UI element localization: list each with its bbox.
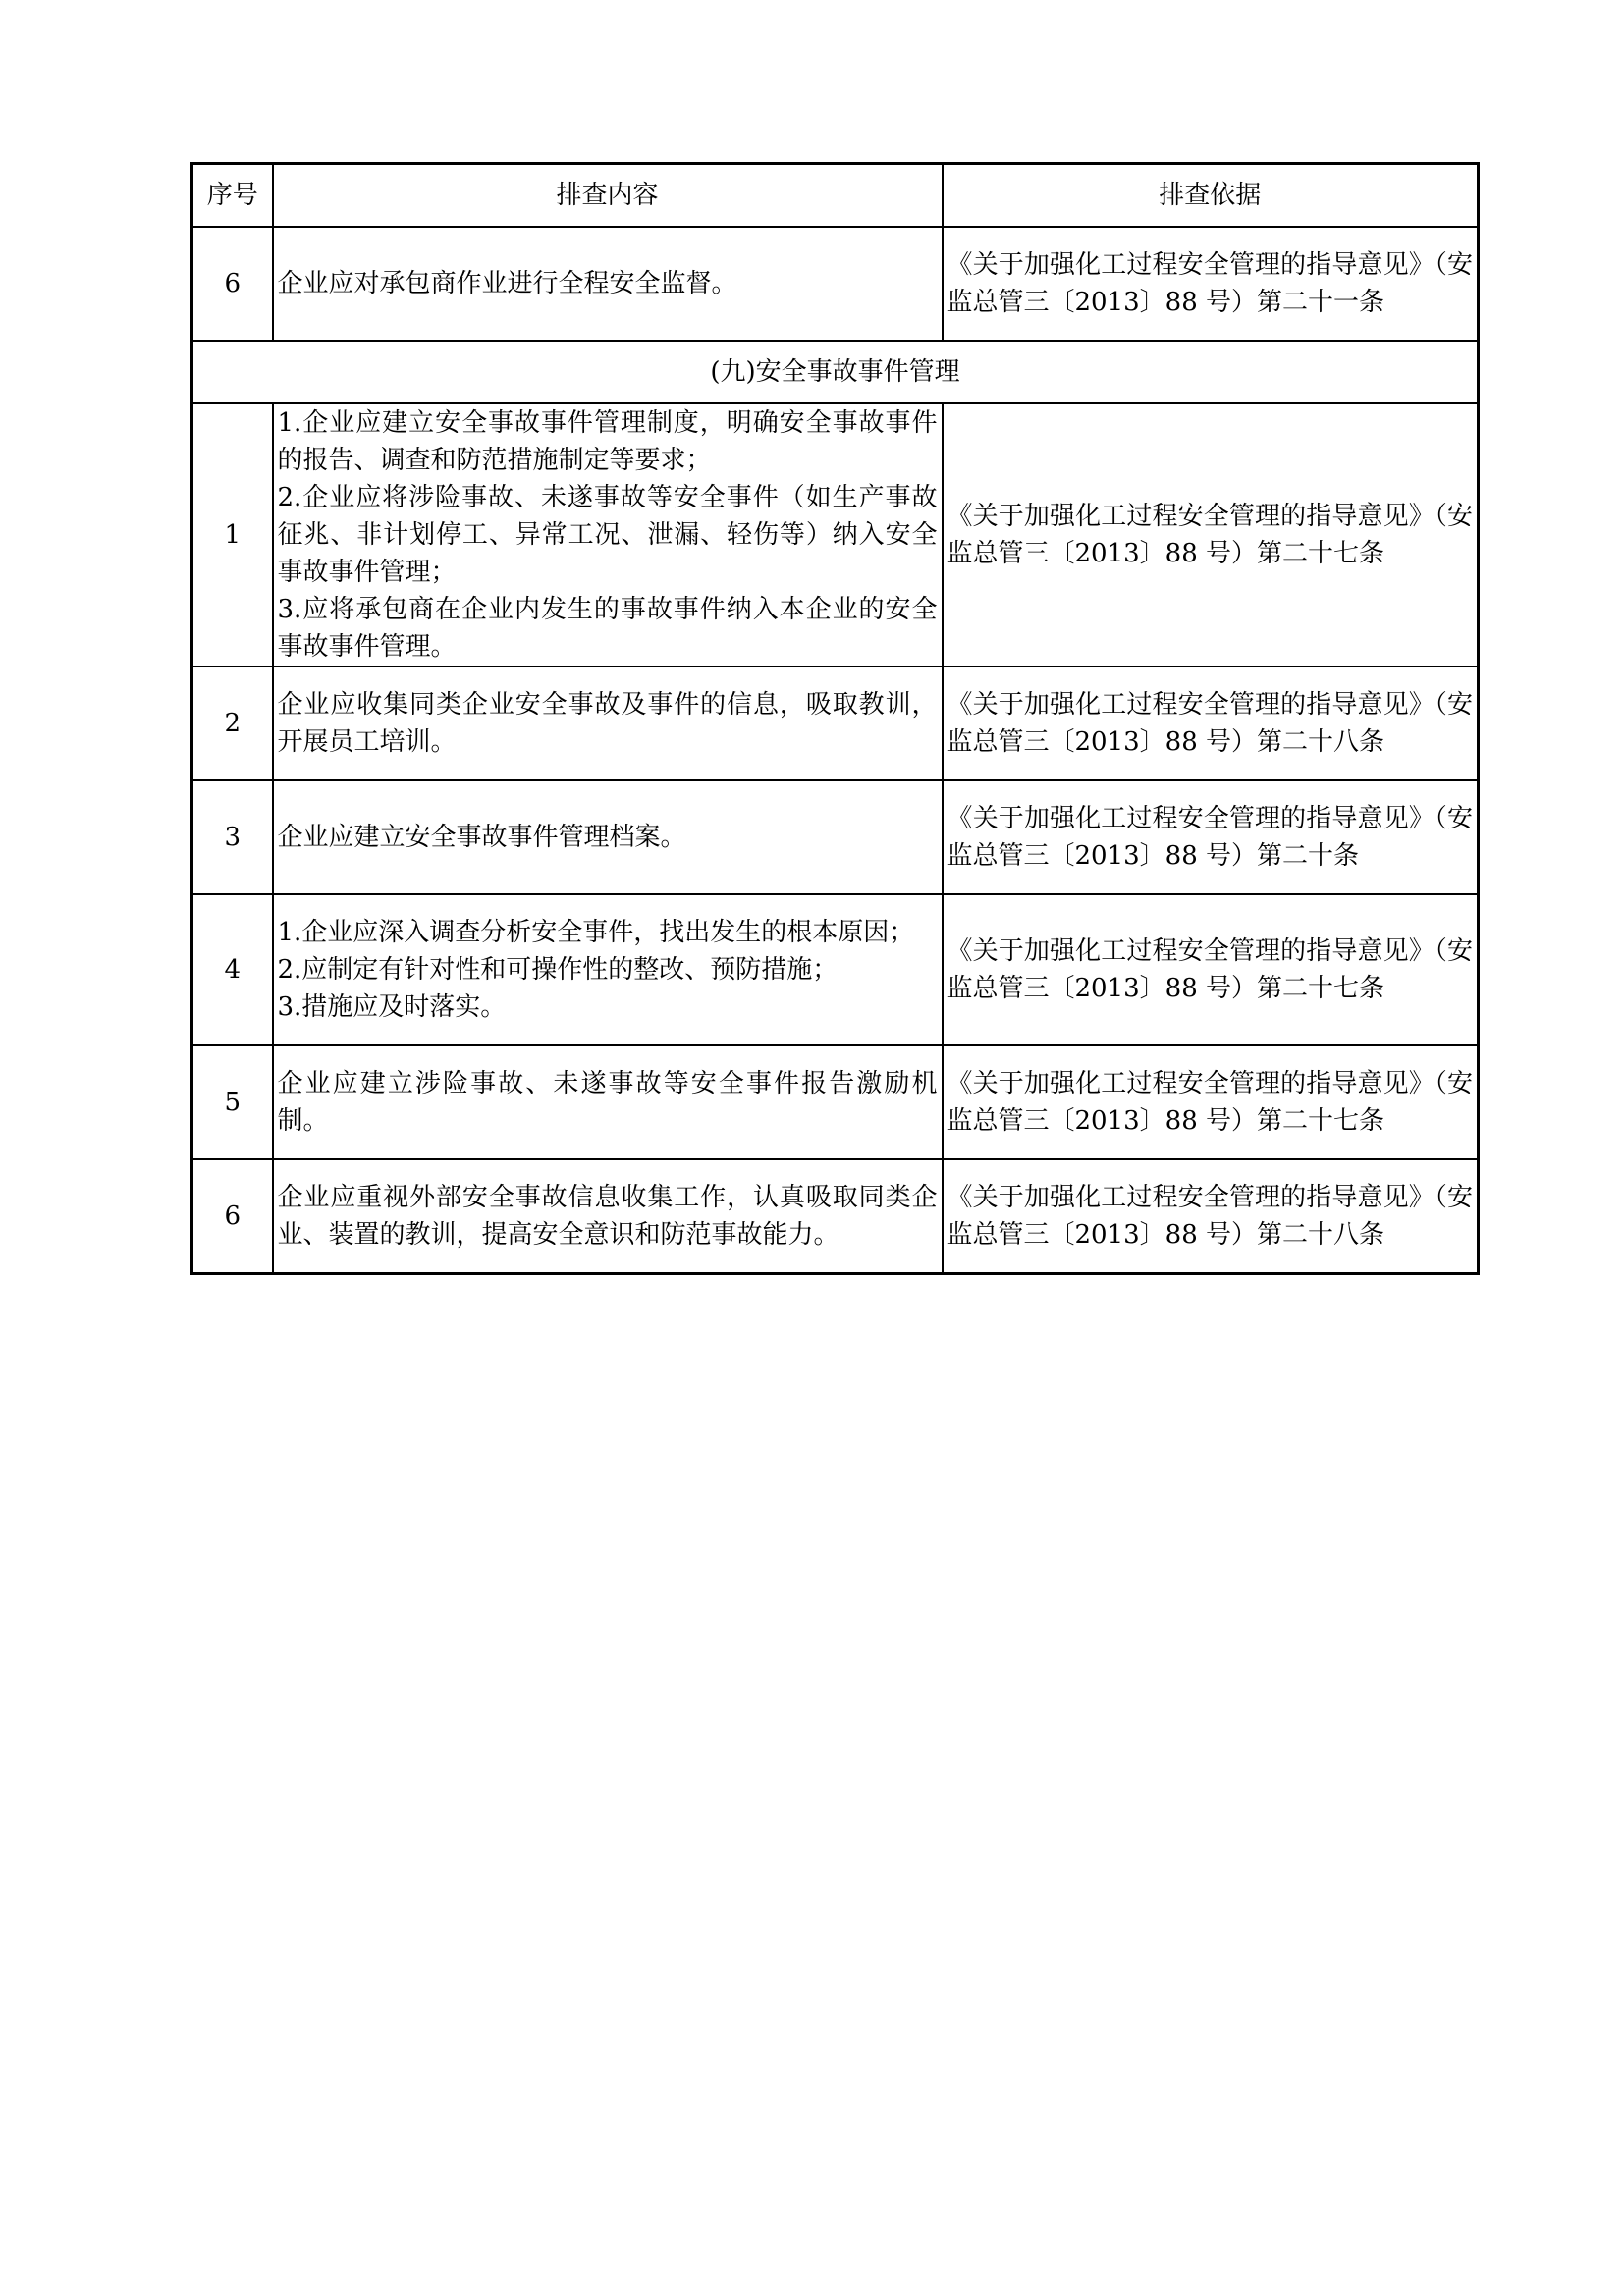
content-line: 1.企业应建立安全事故事件管理制度，明确安全事故事件的报告、调查和防范措施制定等要求；	[277, 408, 938, 475]
content-line: 企业应建立安全事故事件管理档案。	[277, 823, 686, 852]
section-row	[192, 341, 1479, 403]
row-number: 3	[192, 780, 273, 894]
row-number: 5	[192, 1045, 273, 1159]
row-number: 2	[192, 667, 273, 780]
content-line: 企业应收集同类企业安全事故及事件的信息，吸取教训，开展员工培训。	[277, 690, 938, 757]
table-row	[192, 894, 1479, 1045]
content-line: 企业应重视外部安全事故信息收集工作，认真吸取同类企业、装置的教训，提高安全意识和防范事故能力。	[277, 1182, 938, 1250]
row-basis: 《关于加强化工过程安全管理的指导意见》（安监总管三〔2013〕88 号）第二十八条	[943, 1159, 1479, 1273]
row-content	[273, 894, 943, 1045]
row-number: 6	[192, 227, 273, 341]
content-line: 企业应建立涉险事故、未遂事故等安全事件报告激励机制。	[277, 1069, 938, 1136]
content-line: 3.应将承包商在企业内发生的事故事件纳入本企业的安全事故事件管理。	[277, 595, 938, 662]
row-content	[273, 780, 943, 894]
row-basis: 《关于加强化工过程安全管理的指导意见》（安监总管三〔2013〕88 号）第二十一条	[943, 227, 1479, 341]
content-line: 企业应对承包商作业进行全程安全监督。	[277, 269, 737, 298]
content-line: 2.企业应将涉险事故、未遂事故等安全事件（如生产事故征兆、非计划停工、异常工况、泄漏、轻伤等）纳入安全事故事件管理；	[277, 483, 938, 587]
row-content	[273, 1159, 943, 1273]
row-basis: 《关于加强化工过程安全管理的指导意见》（安监总管三〔2013〕88 号）第二十七条	[943, 403, 1479, 667]
row-number: 4	[192, 894, 273, 1045]
row-content	[273, 1045, 943, 1159]
header-no: 序号	[192, 164, 273, 228]
header-basis: 排查依据	[943, 164, 1479, 228]
header-content: 排查内容	[273, 164, 943, 228]
row-basis: 《关于加强化工过程安全管理的指导意见》（安监总管三〔2013〕88 号）第二十七条	[943, 894, 1479, 1045]
table-header-row	[192, 164, 1479, 228]
content-line: 3.措施应及时落实。	[277, 992, 507, 1022]
row-content	[273, 667, 943, 780]
row-basis: 《关于加强化工过程安全管理的指导意见》（安监总管三〔2013〕88 号）第二十条	[943, 780, 1479, 894]
table-row	[192, 667, 1479, 780]
row-content	[273, 227, 943, 341]
table-row	[192, 403, 1479, 667]
inspection-table	[190, 162, 1480, 1275]
row-number: 1	[192, 403, 273, 667]
section-title: (九)安全事故事件管理	[192, 341, 1479, 403]
row-basis: 《关于加强化工过程安全管理的指导意见》（安监总管三〔2013〕88 号）第二十七条	[943, 1045, 1479, 1159]
content-line: 2.应制定有针对性和可操作性的整改、预防措施；	[277, 955, 839, 985]
content-line: 1.企业应深入调查分析安全事件，找出发生的根本原因；	[277, 918, 915, 947]
row-basis: 《关于加强化工过程安全管理的指导意见》（安监总管三〔2013〕88 号）第二十八条	[943, 667, 1479, 780]
table-row	[192, 1159, 1479, 1273]
table-row	[192, 780, 1479, 894]
row-number: 6	[192, 1159, 273, 1273]
table-row	[192, 1045, 1479, 1159]
row-content	[273, 403, 943, 667]
table-row	[192, 227, 1479, 341]
